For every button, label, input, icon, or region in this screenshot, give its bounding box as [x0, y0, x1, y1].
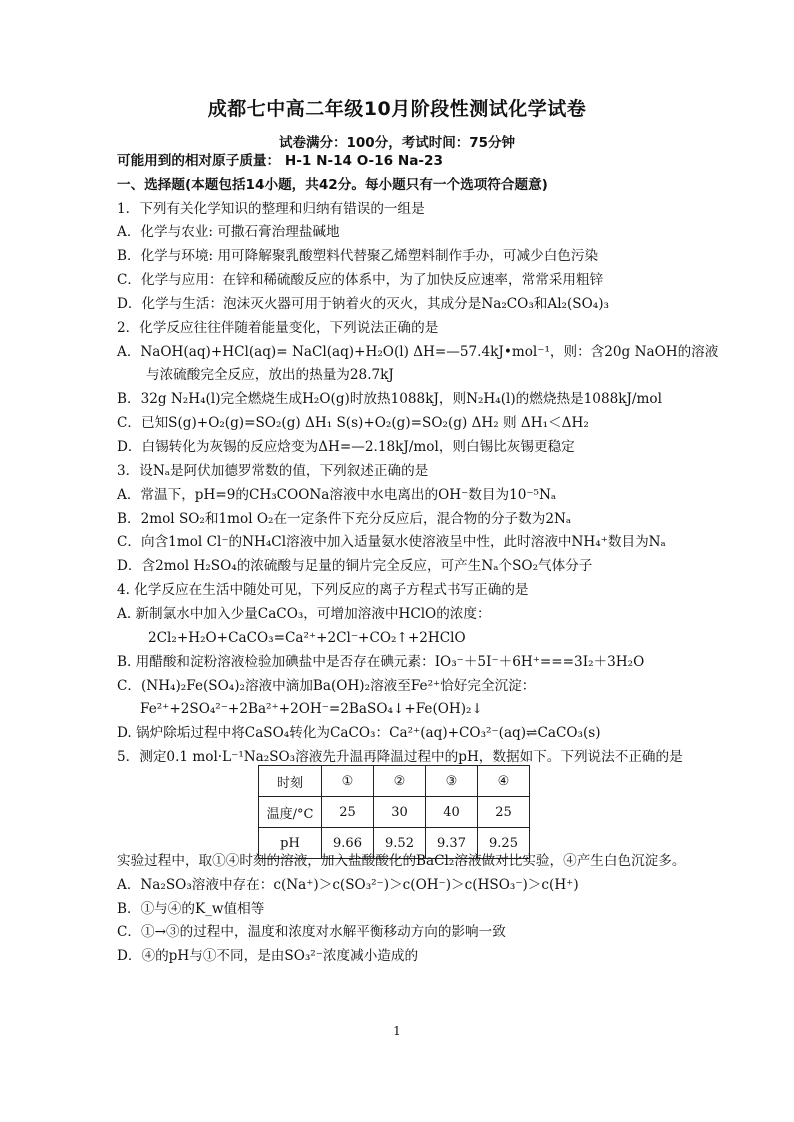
q2-option-c: C．已知S(g)+O₂(g)=SO₂(g) ΔH₁ S(s)+O₂(g)=SO₂(g) ΔH₂ 则 ΔH₁＜ΔH₂: [117, 415, 589, 431]
q1-option-c: C．化学与应用：在锌和稀硫酸反应的体系中，为了加快反应速率，常常采用粗锌: [117, 272, 604, 288]
table-cell: 时刻: [259, 766, 322, 797]
q4-option-a-equation: 2Cl₂+H₂O+CaCO₃=Ca²⁺+2Cl⁻+CO₂↑+2HClO: [148, 630, 466, 646]
atomic-masses: 可能用到的相对原子质量： H-1 N-14 O-16 Na-23: [117, 153, 443, 169]
table-cell: 9.37: [426, 828, 478, 859]
table-cell: ④: [478, 766, 530, 797]
table-row: [259, 766, 530, 797]
q5-option-c: C．①→③的过程中，温度和浓度对水解平衡移动方向的影响一致: [117, 924, 506, 940]
table-cell: ②: [374, 766, 426, 797]
question-5: 5．测定0.1 mol·L⁻¹Na₂SO₃溶液先升温再降温过程中的pH，数据如下。下列说法不正确的是: [117, 749, 683, 765]
question-2: 2．化学反应往往伴随着能量变化，下列说法正确的是: [117, 320, 439, 336]
table-cell: 9.25: [478, 828, 530, 859]
q2-option-a-cont: 与浓硫酸完全反应，放出的热量为28.7kJ: [146, 367, 394, 383]
q5-option-b: B．①与④的K_w值相等: [117, 901, 265, 917]
exam-subtitle: 试卷满分：100分，考试时间：75分钟: [279, 135, 515, 151]
table-cell: ①: [322, 766, 374, 797]
q2-option-a: A．NaOH(aq)+HCl(aq)= NaCl(aq)+H₂O(l) ΔH=—57.4kJ•mol⁻¹，则：含20g NaOH的溶液: [117, 344, 719, 360]
table-cell: pH: [259, 828, 322, 859]
q4-option-d: D. 锅炉除垢过程中将CaSO₄转化为CaCO₃：Ca²⁺(aq)+CO₃²⁻(aq)⇌CaCO₃(s): [117, 725, 601, 741]
table-cell: 25: [322, 797, 374, 828]
q2-option-d: D．白锡转化为灰锡的反应焓变为ΔH=—2.18kJ/mol，则白锡比灰锡更稳定: [117, 439, 575, 455]
question-4: 4. 化学反应在生活中随处可见，下列反应的离子方程式书写正确的是: [117, 582, 529, 598]
q1-option-b: B．化学与环境: 用可降解聚乳酸塑料代替聚乙烯塑料制作手办，可减少白色污染: [117, 248, 599, 264]
question-1: 1．下列有关化学知识的整理和归纳有错误的一组是: [117, 201, 425, 217]
table-cell: 9.66: [322, 828, 374, 859]
q3-option-d: D．含2mol H₂SO₄的浓硫酸与足量的铜片完全反应，可产生Nₐ个SO₂气体分子: [117, 558, 593, 574]
table-cell: ③: [426, 766, 478, 797]
table-cell: 30: [374, 797, 426, 828]
q1-option-d: D．化学与生活：泡沫灭火器可用于钠着火的灭火，其成分是Na₂CO₃和Al₂(SO₄)₃: [117, 296, 609, 312]
q3-option-a: A．常温下，pH=9的CH₃COONa溶液中水电离出的OH⁻数目为10⁻⁵Nₐ: [117, 487, 557, 503]
question-3: 3．设Nₐ是阿伏加德罗常数的值，下列叙述正确的是: [117, 463, 429, 479]
section-heading: 一、选择题(本题包括14小题，共42分。每小题只有一个选项符合题意): [117, 177, 548, 193]
ph-data-table: [258, 765, 530, 859]
q3-option-b: B．2mol SO₂和1mol O₂在一定条件下充分反应后，混合物的分子数为2Nₐ: [117, 511, 572, 527]
q5-option-a: A．Na₂SO₃溶液中存在：c(Na⁺)＞c(SO₃²⁻)＞c(OH⁻)＞c(HSO₃⁻)＞c(H⁺): [117, 877, 579, 893]
q5-experiment-note: 实验过程中，取①④时刻的溶液，加入盐酸酸化的BaCl₂溶液做对比实验，④产生白色沉淀多。: [117, 853, 686, 869]
q5-option-d: D．④的pH与①不同，是由SO₃²⁻浓度减小造成的: [117, 948, 419, 964]
table-cell: 9.52: [374, 828, 426, 859]
q4-option-b: B. 用醋酸和淀粉溶液检验加碘盐中是否存在碘元素：IO₃⁻＋5I⁻＋6H⁺===3I₂＋3H₂O: [117, 654, 645, 670]
exam-title: 成都七中高二年级10月阶段性测试化学试卷: [207, 98, 587, 120]
table-cell: 40: [426, 797, 478, 828]
table-cell: 25: [478, 797, 530, 828]
q4-option-c: C．(NH₄)₂Fe(SO₄)₂溶液中滴加Ba(OH)₂溶液至Fe²⁺恰好完全沉淀：: [117, 678, 536, 694]
page-number: 1: [393, 1024, 401, 1038]
table-row: [259, 797, 530, 828]
q1-option-a: A．化学与农业: 可撒石膏治理盐碱地: [117, 224, 340, 240]
q2-option-b: B．32g N₂H₄(l)完全燃烧生成H₂O(g)时放热1088kJ，则N₂H₄(l)的燃烧热是1088kJ/mol: [117, 391, 662, 407]
q4-option-a: A. 新制氯水中加入少量CaCO₃，可增加溶液中HClO的浓度：: [117, 606, 491, 622]
table-cell: 温度/°C: [259, 797, 322, 828]
q3-option-c: C．向含1mol Cl⁻的NH₄Cl溶液中加入适量氨水使溶液呈中性，此时溶液中NH₄⁺数目为Nₐ: [117, 534, 666, 550]
q4-option-c-equation: Fe²⁺+2SO₄²⁻+2Ba²⁺+2OH⁻=2BaSO₄↓+Fe(OH)₂↓: [140, 701, 483, 717]
